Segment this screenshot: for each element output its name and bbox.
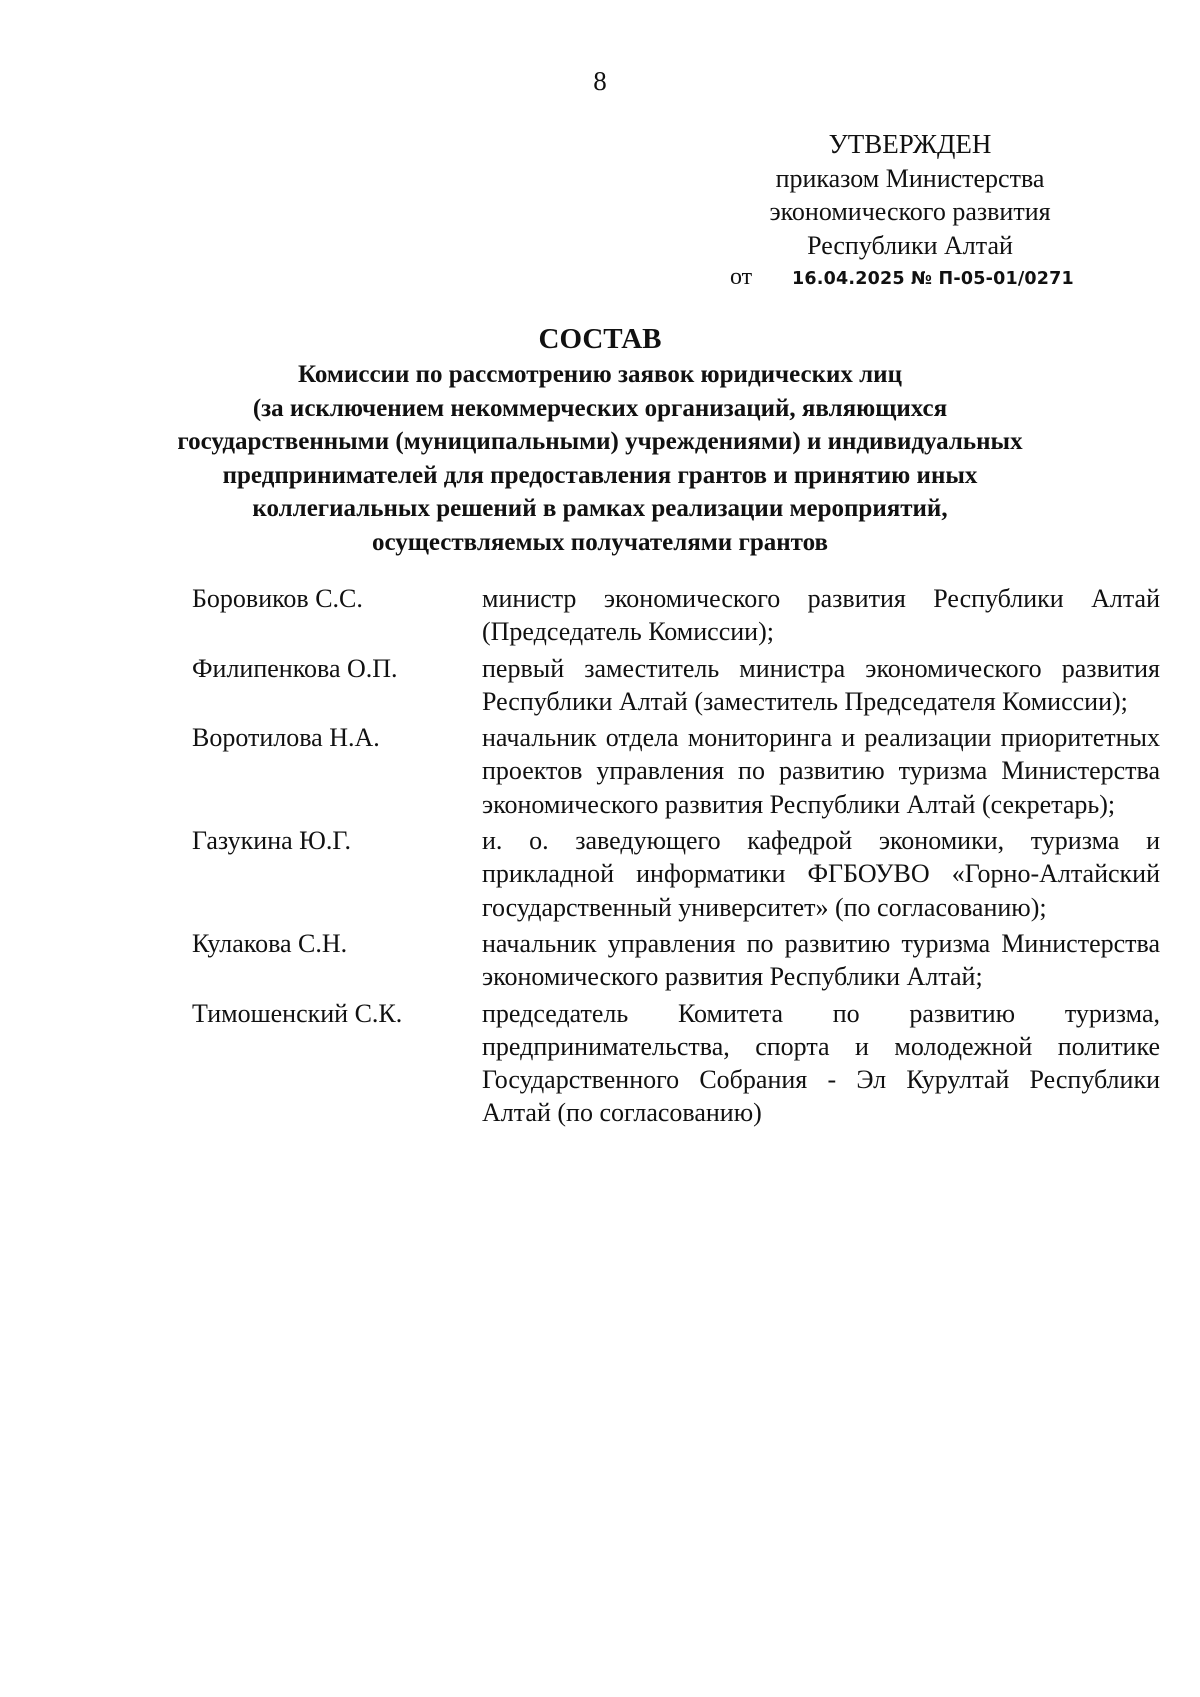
- commission-name-line: (за исключением некоммерческих организаций, являющихся: [252, 394, 948, 422]
- order-from-label: от: [730, 264, 753, 290]
- approval-line: экономического развития: [769, 197, 1051, 226]
- commission-name-line: государственными (муниципальными) учреждениями) и индивидуальных: [177, 428, 1023, 455]
- order-reference-line: [730, 264, 1074, 291]
- member-list: [192, 582, 1160, 1133]
- approval-stamp: [735, 128, 1085, 262]
- document-title: СОСТАВ: [538, 323, 662, 355]
- member-role: начальник отдела мониторинга и реализации приоритетных проектов управления по развитию туризма Министерства экономического развития Республики Алтай (секретарь);: [482, 723, 1160, 819]
- commission-name-line: Комиссии по рассмотрению заявок юридических лиц: [298, 361, 902, 388]
- member-role: начальник управления по развитию туризма Министерства экономического развития Республики Алтай;: [482, 928, 1160, 992]
- document-heading: [170, 320, 1030, 559]
- member-name: Кулакова С.Н.: [192, 928, 348, 958]
- member-row: [192, 824, 1160, 924]
- member-role: первый заместитель министра экономического развития Республики Алтай (заместитель Председателя Комиссии);: [482, 653, 1160, 716]
- commission-name-line: осуществляемых получателями грантов: [372, 528, 828, 556]
- member-row: [192, 652, 1160, 719]
- member-role: министр экономического развития Республики Алтай (Председатель Комиссии);: [482, 584, 1160, 647]
- member-name: Тимошенский С.К.: [192, 998, 403, 1028]
- member-row: [192, 721, 1160, 821]
- order-number: 16.04.2025 № П-05-01/0271: [792, 269, 1074, 289]
- member-row: [192, 582, 1160, 649]
- member-name: Боровиков С.С.: [192, 584, 363, 613]
- member-name: Филипенкова О.П.: [192, 653, 398, 683]
- member-name: Газукина Ю.Г.: [192, 826, 351, 856]
- member-name: Воротилова Н.А.: [192, 723, 380, 753]
- commission-name: [170, 358, 1030, 559]
- approval-line: приказом Министерства: [775, 163, 1045, 193]
- member-row: [192, 927, 1160, 994]
- approval-heading: УТВЕРЖДЕН: [828, 129, 992, 159]
- commission-name-line: предпринимателей для предоставления грантов и принятию иных: [222, 461, 978, 489]
- approval-line: Республики Алтай: [807, 230, 1013, 260]
- member-row: [192, 997, 1160, 1130]
- commission-name-line: коллегиальных решений в рамках реализации мероприятий,: [252, 495, 948, 522]
- member-role: председатель Комитета по развитию туризма, предпринимательства, спорта и молодежной политике Государственного Собрания - Эл Курултай Республики Алтай (по согласованию): [482, 998, 1160, 1128]
- page-number: 8: [593, 66, 607, 96]
- member-role: и. о. заведующего кафедрой экономики, туризма и прикладной информатики ФГБОУВО «Горно-Алтайский государственный университет» (по согласованию);: [482, 826, 1160, 922]
